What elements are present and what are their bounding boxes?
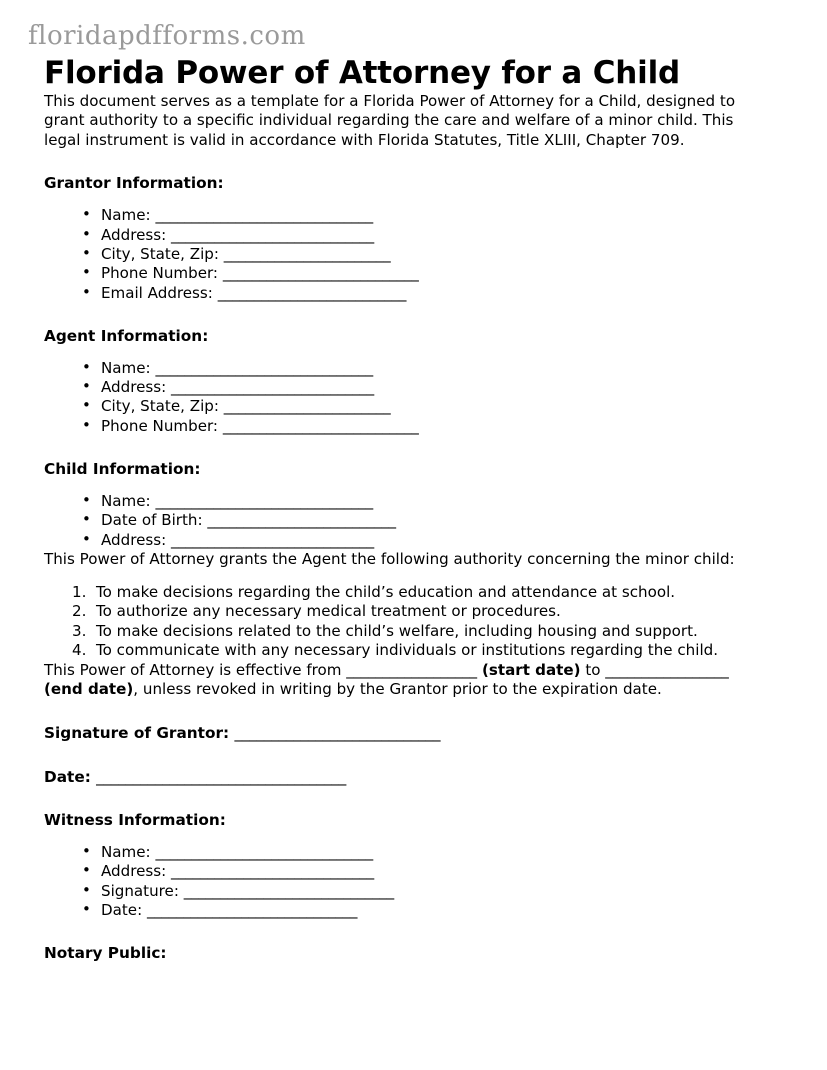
list-item (82, 901, 767, 920)
effective-text-part2: to (580, 660, 606, 679)
field-blank[interactable]: _______________________ (223, 397, 391, 416)
field-label: Address: (101, 862, 167, 881)
grantor-date-row (44, 768, 767, 788)
field-blank[interactable]: _____________________________ (183, 881, 394, 900)
field-blank[interactable]: ______________________________ (155, 492, 373, 511)
page-title: Florida Power of Attorney for a Child (44, 55, 681, 91)
list-item (82, 226, 767, 245)
field-label: Name: (101, 843, 151, 862)
grantor-signature-row (44, 724, 767, 744)
field-blank[interactable]: __________________________ (217, 283, 407, 302)
field-label: Phone Number: (101, 264, 219, 283)
list-item (82, 245, 767, 264)
list-item (82, 397, 767, 416)
start-date-blank[interactable]: __________________ (346, 660, 477, 679)
witness-field-list (44, 843, 767, 920)
grantor-signature-blank[interactable]: ____________________________ (234, 724, 441, 743)
field-blank[interactable]: ___________________________ (222, 416, 419, 435)
list-item (82, 882, 767, 901)
field-label: Name: (101, 358, 151, 377)
field-blank[interactable]: _____________________________ (146, 900, 358, 919)
field-blank[interactable]: ____________________________ (171, 225, 374, 244)
field-label: City, State, Zip: (101, 397, 219, 416)
grantor-date-label: Date: (44, 767, 91, 786)
field-label: Address: (101, 378, 167, 397)
list-item (82, 417, 767, 436)
list-item: To make decisions related to the child’s welfare, including housing and support. (96, 621, 698, 640)
field-blank[interactable]: ______________________________ (155, 843, 373, 862)
field-label: Date of Birth: (101, 511, 203, 530)
authority-list (44, 583, 767, 661)
agent-field-list (44, 359, 767, 436)
list-item (82, 492, 767, 511)
field-blank[interactable]: __________________________ (207, 511, 396, 530)
list-item (82, 359, 767, 378)
list-item: To authorize any necessary medical treatment or procedures. (96, 602, 561, 621)
list-item (82, 511, 767, 530)
grantor-signature-label: Signature of Grantor: (44, 724, 230, 743)
list-item (82, 284, 767, 303)
field-blank[interactable]: ___________________________ (222, 264, 419, 283)
list-item (82, 843, 767, 862)
grantor-date-blank[interactable]: __________________________________ (96, 767, 347, 786)
list-item: To communicate with any necessary individuals or institutions regarding the child. (96, 641, 719, 660)
effective-dates-paragraph (44, 661, 754, 700)
list-item (82, 264, 767, 283)
field-blank[interactable]: ______________________________ (155, 358, 373, 377)
list-item (82, 862, 767, 881)
list-item (82, 378, 767, 397)
field-label: City, State, Zip: (101, 244, 219, 263)
child-field-list (44, 492, 767, 550)
field-label: Date: (101, 900, 143, 919)
field-label: Name: (101, 492, 151, 511)
field-blank[interactable]: _______________________ (223, 244, 391, 263)
field-blank[interactable]: ____________________________ (171, 862, 374, 881)
effective-text-part1: This Power of Attorney is effective from (44, 660, 347, 679)
field-label: Address: (101, 530, 167, 549)
field-label: Signature: (101, 881, 179, 900)
field-label: Name: (101, 206, 151, 225)
list-item (82, 206, 767, 225)
section-heading-grantor: Grantor Information: (44, 174, 224, 193)
end-date-blank[interactable]: _________________ (605, 660, 729, 679)
grantor-field-list (44, 206, 767, 302)
authority-intro-paragraph: This Power of Attorney grants the Agent the following authority concerning the minor child: (44, 549, 735, 568)
section-heading-agent: Agent Information: (44, 326, 209, 345)
start-date-label: (start date) (476, 660, 581, 679)
field-blank[interactable]: ____________________________ (171, 530, 374, 549)
list-item (82, 531, 767, 550)
intro-paragraph: This document serves as a template for a Florida Power of Attorney for a Child, designed to grant authority to a specific individual regarding the care and welfare of a minor child. This legal instrument is valid in accordance with Florida Statutes, Title XLIII, Chapter 709. (44, 91, 736, 149)
section-heading-child: Child Information: (44, 460, 201, 479)
field-label: Address: (101, 225, 167, 244)
end-date-label: (end date) (44, 680, 134, 699)
effective-text-part3: , unless revoked in writing by the Grantor prior to the expiration date. (133, 680, 662, 699)
field-label: Phone Number: (101, 416, 219, 435)
site-watermark: floridapdfforms.com (28, 21, 306, 51)
section-heading-witness: Witness Information: (44, 811, 226, 830)
field-blank[interactable]: ______________________________ (155, 206, 373, 225)
field-blank[interactable]: ____________________________ (171, 378, 374, 397)
section-heading-notary: Notary Public: (44, 944, 167, 963)
field-label: Email Address: (101, 283, 213, 302)
list-item: To make decisions regarding the child’s education and attendance at school. (96, 582, 676, 601)
